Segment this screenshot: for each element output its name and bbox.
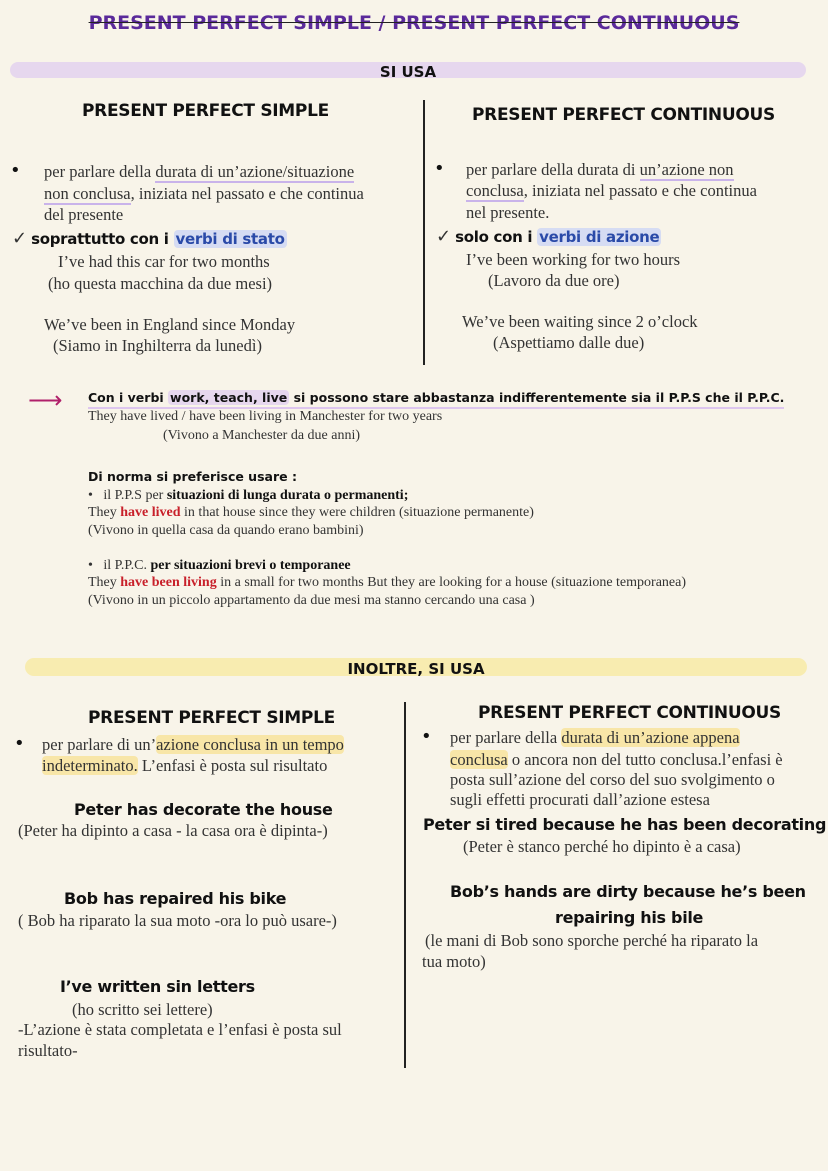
text-line: [44, 186, 364, 203]
example: We’ve been waiting since 2 o’clock: [462, 312, 698, 331]
text: soprattutto con i: [31, 230, 174, 248]
text-line: posta sull’azione del corso del suo svolgimento o: [450, 770, 775, 789]
text: o ancora non del tutto conclusa.l’enfasi è: [507, 750, 783, 769]
text-line: sugli effetti procurati dall’azione estesa: [450, 790, 710, 809]
bullet-icon: •: [14, 733, 25, 754]
bullet-icon: •: [10, 160, 21, 181]
text-line: [44, 164, 354, 181]
text: in a small for two months But they are looking for a house (situazione temporanea): [216, 575, 687, 590]
example: Bob has repaired his bike: [64, 889, 287, 908]
translation: (Peter ha dipinto a casa - la casa ora è dipinta-): [18, 821, 328, 840]
translation: ( Bob ha riparato la sua moto -ora lo può usare-): [18, 911, 337, 930]
text: They: [88, 575, 121, 590]
check-icon: ✓: [436, 226, 452, 247]
note-line: -L’azione è stata completata e l’enfasi è posta sul: [18, 1020, 342, 1039]
bullet-icon: •: [88, 558, 93, 573]
bullet-icon: •: [434, 158, 445, 179]
text-line: [466, 162, 734, 179]
bold-text: per situazioni brevi o temporanee: [150, 558, 351, 573]
text: si possono stare abbastanza indifferentemente sia il P.P.S che il P.P.C.: [289, 390, 785, 405]
underlined-text: non conclusa: [44, 184, 131, 203]
text: Con i verbi: [88, 390, 169, 405]
right-heading: PRESENT PERFECT CONTINUOUS: [478, 703, 781, 723]
note-line: risultato-: [18, 1041, 78, 1060]
left-heading: PRESENT PERFECT SIMPLE: [82, 101, 329, 121]
highlight-text: verbi di stato: [175, 230, 285, 248]
text: per parlare della: [450, 728, 562, 747]
highlight-text: indeterminato.: [42, 756, 138, 775]
text: per parlare della durata di: [466, 160, 640, 179]
translation: (Peter è stanco perché ho dipinto è a casa): [463, 837, 741, 856]
translation: (Vivono a Manchester da due anni): [163, 428, 361, 443]
translation: (le mani di Bob sono sporche perché ha riparato la: [425, 931, 759, 950]
text: per parlare di un’: [42, 735, 157, 754]
section-label: INOLTRE, SI USA: [347, 660, 485, 678]
text-line: del presente: [44, 205, 124, 224]
text: L’enfasi è posta sul risultato: [137, 756, 328, 775]
pps-line: [88, 489, 408, 503]
translation: (Lavoro da due ore): [488, 271, 620, 290]
text: il P.P.S per: [103, 488, 167, 503]
example: They have lived / have been living in Manchester for two years: [88, 409, 443, 424]
norma-label: Di norma si preferisce usare :: [88, 469, 297, 484]
translation: (ho scritto sei lettere): [72, 1000, 213, 1019]
text: per parlare della: [44, 162, 156, 181]
note-line: [88, 392, 784, 409]
text: il P.P.C.: [103, 558, 151, 573]
check-line: [436, 228, 661, 246]
section-label: SI USA: [379, 63, 437, 81]
translation: tua moto): [422, 952, 486, 971]
ppc-example: [88, 576, 686, 590]
highlight-text: conclusa: [450, 750, 508, 769]
example: I’ve written sin letters: [60, 977, 255, 996]
check-icon: ✓: [12, 228, 28, 249]
translation: (ho questa macchina da due mesi): [48, 274, 273, 293]
translation: (Vivono in quella casa da quando erano bambini): [88, 523, 364, 538]
example: I’ve been working for two hours: [466, 250, 680, 269]
text: , iniziata nel passato e che continua: [130, 184, 364, 203]
example: repairing his bile: [555, 908, 704, 927]
highlight-text: work, teach, live: [170, 390, 288, 405]
bullet-icon: •: [421, 726, 432, 747]
text-line: [42, 737, 344, 754]
text-line: [450, 752, 783, 769]
highlight-text: azione conclusa in un tempo: [156, 735, 344, 754]
red-text: have been living: [120, 575, 217, 590]
ppc-line: [88, 559, 351, 573]
text-line: [466, 183, 757, 200]
text-line: [42, 758, 327, 775]
translation: (Aspettiamo dalle due): [493, 333, 645, 352]
highlight-text: durata di un’azione appena: [561, 728, 740, 747]
underlined-text: un’azione non: [639, 160, 734, 179]
example: Peter si tired because he has been decorating: [423, 815, 827, 834]
underlined-text: conclusa: [466, 181, 524, 200]
translation: (Vivono in un piccolo appartamento da due mesi ma stanno cercando una casa ): [88, 593, 535, 608]
section-bar-inoltre: [25, 658, 807, 676]
left-heading: PRESENT PERFECT SIMPLE: [88, 708, 335, 728]
highlight-text: verbi di azione: [539, 228, 660, 246]
arrow-icon: ⟶: [28, 386, 63, 414]
text: , iniziata nel passato e che continua: [523, 181, 757, 200]
right-heading: PRESENT PERFECT CONTINUOUS: [472, 105, 775, 125]
example: Peter has decorate the house: [74, 800, 333, 819]
text: They: [88, 505, 121, 520]
text-line: [450, 730, 740, 747]
example: We’ve been in England since Monday: [44, 315, 296, 334]
column-divider: [423, 100, 425, 365]
text-line: nel presente.: [466, 203, 550, 222]
example: I’ve had this car for two months: [58, 252, 270, 271]
pps-example: [88, 506, 534, 520]
bullet-icon: •: [88, 488, 93, 503]
example: Bob’s hands are dirty because he’s been: [450, 882, 806, 901]
text: in that house since they were children (situazione permanente): [180, 505, 534, 520]
column-divider: [404, 702, 406, 1068]
underlined-text: durata di un’azione/situazione: [155, 162, 355, 181]
red-text: have lived: [120, 505, 181, 520]
page-title: PRESENT PERFECT SIMPLE / PRESENT PERFECT CONTINUOUS: [88, 12, 740, 34]
bold-text: situazioni di lunga durata o permanenti;: [166, 488, 409, 503]
check-line: [12, 230, 287, 248]
translation: (Siamo in Inghilterra da lunedì): [53, 336, 262, 355]
section-bar-si-usa: [10, 62, 806, 81]
text: solo con i: [455, 228, 538, 246]
